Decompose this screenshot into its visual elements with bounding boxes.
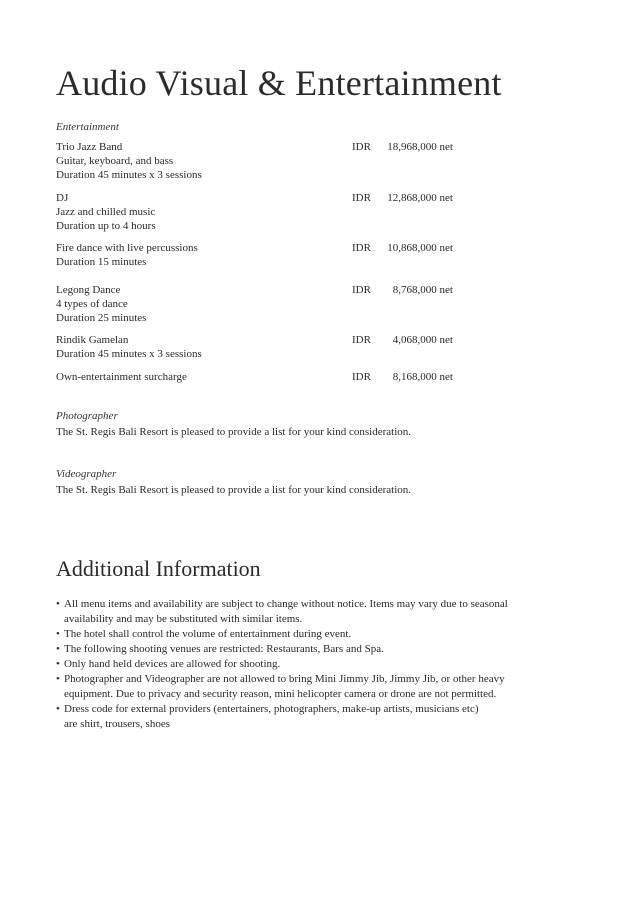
- page-title: Audio Visual & Entertainment: [56, 63, 502, 103]
- bullet-icon: •: [56, 598, 60, 610]
- item-name: Legong Dance: [56, 284, 121, 296]
- entertainment-item: [56, 191, 456, 233]
- list-item-text: All menu items and availability are subject to change without notice. Items may vary due to seasonal: [64, 598, 508, 610]
- list-item-text: availability and may be substituted with similar items.: [64, 613, 303, 625]
- videographer-text: The St. Regis Bali Resort is pleased to provide a list for your kind consideration.: [56, 484, 411, 496]
- item-name: DJ: [56, 192, 69, 204]
- videographer-section: [56, 466, 411, 498]
- list-item-text: are shirt, trousers, shoes: [64, 718, 171, 730]
- item-detail: Duration 25 minutes: [56, 312, 147, 324]
- item-detail: 4 types of dance: [56, 298, 128, 310]
- videographer-label: Videographer: [56, 468, 117, 480]
- list-item: [56, 597, 556, 627]
- price-amount: 4,068,000 net: [392, 334, 453, 346]
- list-item-text: Dress code for external providers (entertainers, photographers, make-up artists, musicians etc): [64, 703, 479, 715]
- entertainment-item: [56, 283, 456, 325]
- additional-info-title: Additional Information: [56, 556, 261, 581]
- list-item: [56, 657, 556, 672]
- list-item-text: Only hand held devices are allowed for shooting.: [64, 658, 281, 670]
- bullet-icon: •: [56, 703, 60, 715]
- bullet-icon: •: [56, 658, 60, 670]
- price-currency: IDR: [352, 334, 371, 346]
- additional-info-list: [56, 597, 556, 732]
- list-item: [56, 627, 556, 642]
- price-currency: IDR: [352, 141, 371, 153]
- price-amount: 8,768,000 net: [392, 284, 453, 296]
- item-detail: Jazz and chilled music: [56, 206, 156, 218]
- list-item: [56, 642, 556, 657]
- item-name: Fire dance with live percussions: [56, 242, 198, 254]
- price-amount: 10,868,000 net: [387, 242, 453, 254]
- list-item-text: The following shooting venues are restricted: Restaurants, Bars and Spa.: [64, 643, 384, 655]
- entertainment-item: [56, 140, 456, 182]
- bullet-icon: •: [56, 628, 60, 640]
- item-detail: Duration 45 minutes x 3 sessions: [56, 169, 202, 181]
- item-detail: Guitar, keyboard, and bass: [56, 155, 174, 167]
- list-item-text: Photographer and Videographer are not allowed to bring Mini Jimmy Jib, Jimmy Jib, or other heavy: [64, 673, 505, 685]
- bullet-icon: •: [56, 673, 60, 685]
- list-item-text: equipment. Due to privacy and security reason, mini helicopter camera or drone are not permitted.: [64, 688, 497, 700]
- price-amount: 12,868,000 net: [387, 192, 453, 204]
- item-detail: Duration up to 4 hours: [56, 220, 156, 232]
- price-amount: 18,968,000 net: [387, 141, 453, 153]
- list-item: [56, 672, 556, 702]
- item-name: Trio Jazz Band: [56, 141, 123, 153]
- price-currency: IDR: [352, 371, 371, 383]
- bullet-icon: •: [56, 643, 60, 655]
- photographer-text: The St. Regis Bali Resort is pleased to provide a list for your kind consideration.: [56, 426, 411, 438]
- entertainment-label: Entertainment: [56, 121, 119, 133]
- price-currency: IDR: [352, 192, 371, 204]
- price-currency: IDR: [352, 242, 371, 254]
- list-item: [56, 702, 556, 732]
- entertainment-item: [56, 241, 456, 269]
- photographer-label: Photographer: [56, 410, 118, 422]
- list-item-text: The hotel shall control the volume of entertainment during event.: [64, 628, 352, 640]
- item-detail: Duration 15 minutes: [56, 256, 147, 268]
- item-name: Rindik Gamelan: [56, 334, 129, 346]
- item-detail: Duration 45 minutes x 3 sessions: [56, 348, 202, 360]
- item-name: Own-entertainment surcharge: [56, 371, 187, 383]
- photographer-section: [56, 408, 411, 440]
- entertainment-item: [56, 333, 456, 361]
- price-amount: 8,168,000 net: [392, 371, 453, 383]
- price-currency: IDR: [352, 284, 371, 296]
- entertainment-item: [56, 370, 456, 384]
